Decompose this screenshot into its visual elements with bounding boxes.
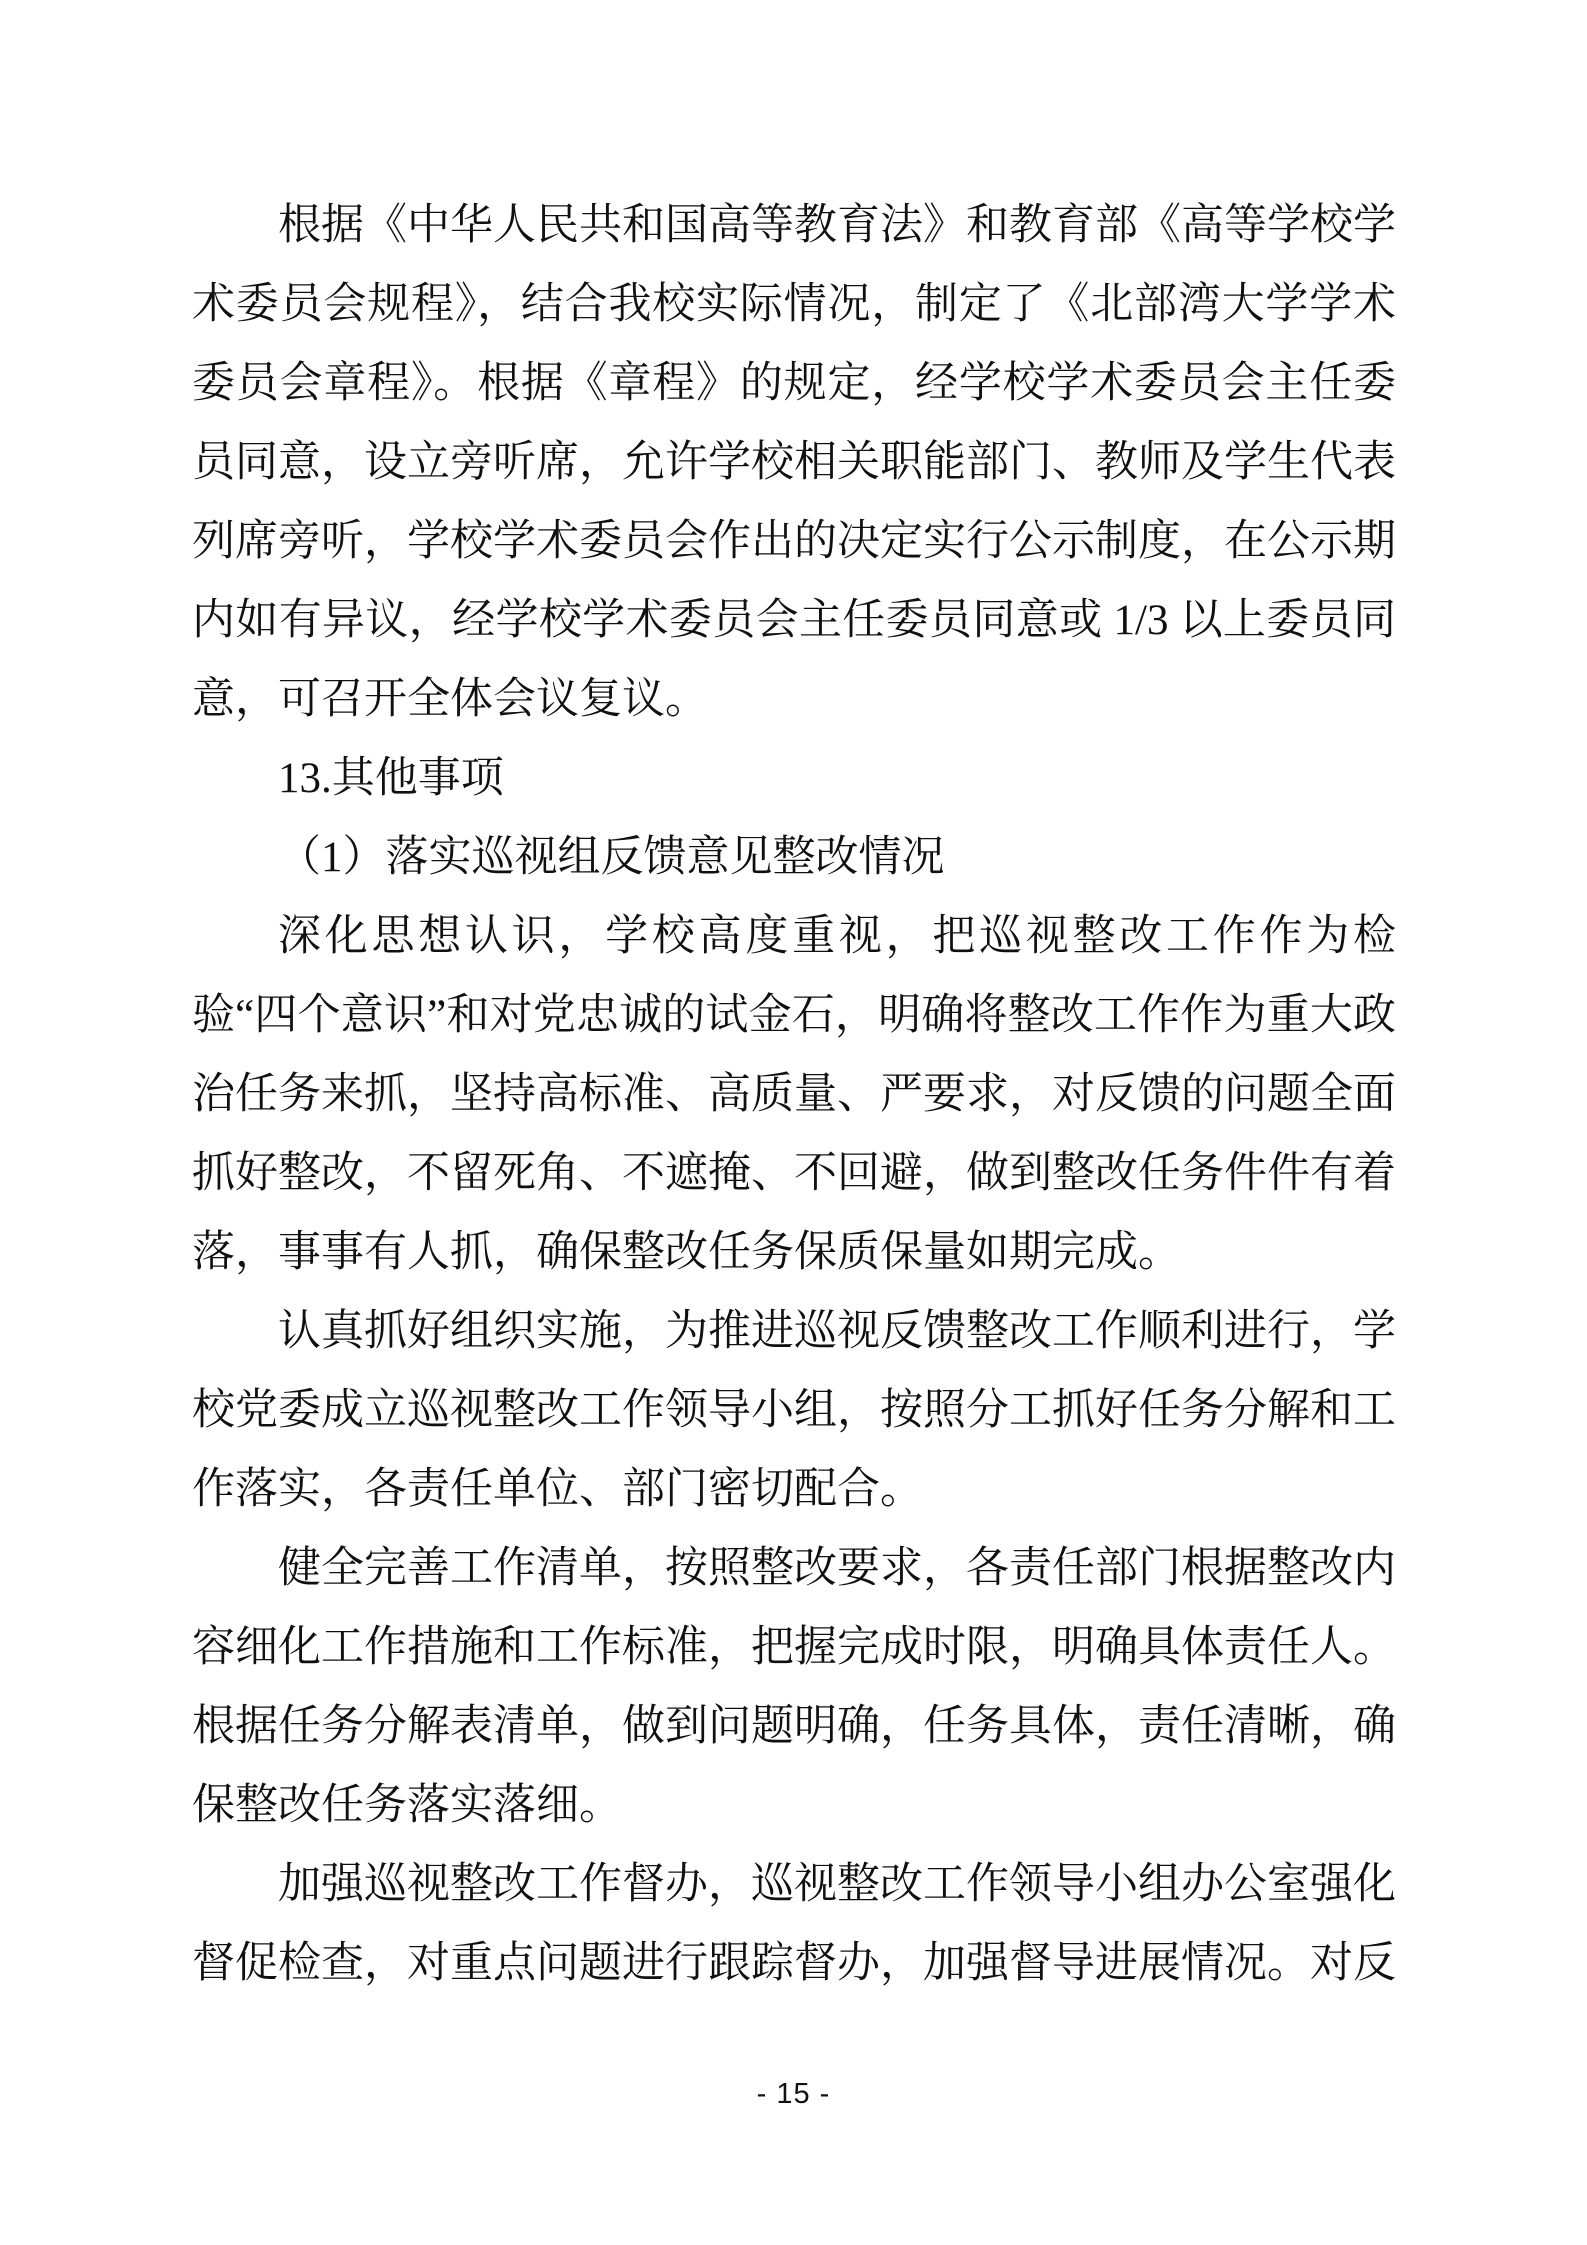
- page-footer: [0, 2078, 1587, 2111]
- paragraph-deepen-understanding: 深化思想认识，学校高度重视，把巡视整改工作作为检验“四个意识”和对党忠诚的试金石，明确将整改工作作为重大政治任务来抓，坚持高标准、高质量、严要求，对反馈的问题全面抓好整改，不留死角、不遮掩、不回避，做到整改任务件件有着落，事事有人抓，确保整改任务保质保量如期完成。: [192, 913, 1396, 1276]
- heading-other-matters: 13.其他事项: [278, 755, 504, 802]
- heading-inspection-feedback-rectification: （1）落实巡视组反馈意见整改情况: [278, 834, 945, 881]
- paragraph-academic-committee-charter: 根据《中华人民共和国高等教育法》和教育部《高等学校学术委员会规程》，结合我校实际情况，制定了《北部湾大学学术委员会章程》。根据《章程》的规定，经学校学术委员会主任委员同意，设立旁听席，允许学校相关职能部门、教师及学生代表列席旁听，学校学术委员会作出的决定实行公示制度，在公示期内如有异议，经学校学术委员会主任委员同意或 1/3 以上委员同意，可召开全体会议复议。: [192, 202, 1396, 723]
- document-body: [192, 186, 1396, 2003]
- paragraph-work-checklist: 健全完善工作清单，按照整改要求，各责任部门根据整改内容细化工作措施和工作标准，把握完成时限，明确具体责任人。根据任务分解表清单，做到问题明确，任务具体，责任清晰，确保整改任务落实落细。: [192, 1545, 1396, 1829]
- paragraph-organize-implementation: 认真抓好组织实施，为推进巡视反馈整改工作顺利进行，学校党委成立巡视整改工作领导小组，按照分工抓好任务分解和工作落实，各责任单位、部门密切配合。: [192, 1308, 1396, 1513]
- paragraph-supervision: 加强巡视整改工作督办，巡视整改工作领导小组办公室强化督促检查，对重点问题进行跟踪督办，加强督导进展情况。对反: [192, 1861, 1396, 1987]
- page-number: - 15 -: [756, 2078, 831, 2110]
